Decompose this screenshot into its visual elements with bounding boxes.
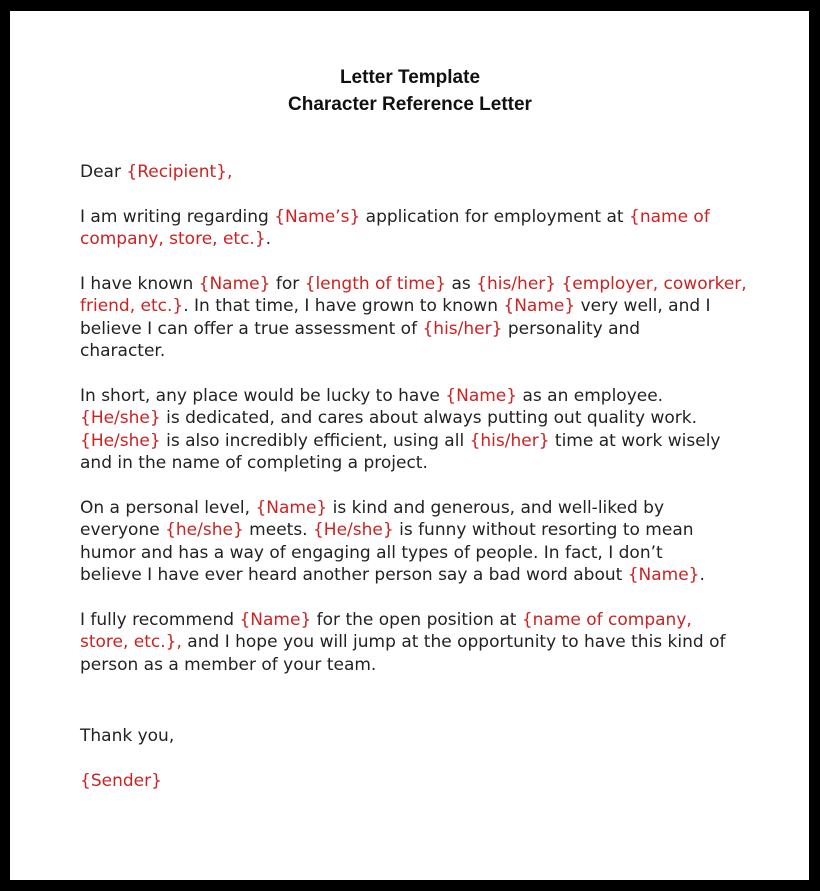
- text-run: as: [446, 273, 477, 294]
- closing-line: Thank you,: [80, 726, 175, 746]
- paragraph-3: [80, 385, 760, 475]
- document-subtitle: Character Reference Letter: [288, 94, 532, 115]
- text-run: I fully recommend: [80, 609, 240, 630]
- text-run: I am writing regarding: [80, 206, 275, 227]
- text-run: is also incredibly efficient, using all: [160, 430, 470, 451]
- paragraph-5: [80, 609, 760, 677]
- text-run: is kind and generous, and well-liked by: [327, 497, 665, 518]
- paragraph-line: [80, 407, 760, 430]
- placeholder: {Name’s}: [274, 206, 361, 227]
- text-run: person as a member of your team.: [80, 654, 377, 675]
- text-run: character.: [80, 341, 166, 361]
- text-run: believe I have ever heard another person say a bad word about: [80, 565, 628, 585]
- text-run: and in the name of completing a project.: [80, 453, 428, 473]
- placeholder: {Name}: [239, 609, 312, 630]
- placeholder: {Name}: [198, 273, 271, 294]
- paragraph-line: [80, 609, 760, 632]
- paragraph-line: [80, 519, 760, 542]
- placeholder: {length of time}: [304, 273, 447, 294]
- paragraph-line: [80, 452, 760, 475]
- placeholder: {Name}: [445, 385, 518, 406]
- paragraph-line: [80, 273, 760, 296]
- paragraph-line: [80, 631, 760, 654]
- paragraph-1: [80, 206, 760, 251]
- placeholder: {he/she}: [165, 520, 244, 540]
- text-run: everyone: [80, 520, 166, 540]
- placeholder: {Name}: [503, 296, 576, 316]
- paragraph-line: [80, 430, 760, 453]
- text-run: humor and has a way of engaging all types of people. In fact, I don’t: [80, 542, 663, 563]
- text-run: personality and: [502, 318, 641, 339]
- sender-placeholder: {Sender}: [80, 771, 162, 791]
- placeholder: {his/her}: [469, 430, 550, 451]
- text-run: .: [699, 565, 705, 585]
- placeholder: {He/she}: [80, 408, 161, 428]
- text-run: meets.: [243, 520, 313, 540]
- greeting: [80, 161, 760, 184]
- letter-page: [10, 11, 809, 880]
- text-run: time at work wisely: [549, 430, 721, 451]
- paragraph-line: [80, 206, 760, 229]
- text-run: is funny without resorting to mean: [393, 520, 694, 540]
- text-run: for the open position at: [311, 609, 522, 630]
- paragraph-2: [80, 273, 760, 363]
- letter-body: [80, 161, 760, 698]
- text-run: application for employment at: [360, 206, 629, 227]
- placeholder: {Name}: [255, 497, 328, 518]
- text-run: I have known: [80, 273, 199, 294]
- paragraph-line: [80, 340, 760, 363]
- recipient-placeholder: {Recipient},: [126, 162, 233, 182]
- text-run: as an employee.: [517, 385, 664, 406]
- paragraph-line: [80, 295, 760, 318]
- text-run: In short, any place would be lucky to have: [80, 385, 446, 406]
- text-run: very well, and I: [575, 296, 711, 316]
- placeholder: {employer, coworker,: [561, 273, 747, 294]
- placeholder: {his/her}: [422, 318, 503, 339]
- paragraph-line: [80, 497, 760, 520]
- paragraph-4: [80, 497, 760, 587]
- paragraph-line: [80, 542, 760, 565]
- placeholder: {He/she}: [312, 520, 394, 540]
- text-run: and I hope you will jump at the opportunity to have this kind of: [181, 632, 726, 652]
- placeholder: store, etc.},: [80, 632, 182, 652]
- text-run: for: [270, 273, 305, 294]
- text-run: believe I can offer a true assessment of: [80, 318, 423, 339]
- paragraph-line: [80, 654, 760, 677]
- placeholder: friend, etc.}: [80, 296, 184, 316]
- title-block: [10, 64, 809, 118]
- paragraph-line: [80, 385, 760, 408]
- paragraph-line: [80, 564, 760, 587]
- placeholder: {his/her}: [476, 273, 557, 294]
- text-run: is dedicated, and cares about always putting out quality work.: [160, 408, 697, 428]
- placeholder: {He/she}: [80, 430, 161, 451]
- placeholder: company, store, etc.}: [80, 229, 266, 249]
- placeholder: {Name}: [627, 565, 700, 585]
- text-run: On a personal level,: [80, 497, 256, 518]
- greeting-text: Dear: [80, 162, 127, 182]
- paragraph-line: [80, 318, 760, 341]
- placeholder: {name of company,: [521, 609, 692, 630]
- document-title: Letter Template: [339, 67, 481, 88]
- placeholder: {name of: [629, 206, 710, 227]
- text-run: .: [265, 229, 272, 249]
- text-run: . In that time, I have grown to known: [183, 296, 504, 316]
- paragraph-line: [80, 228, 760, 251]
